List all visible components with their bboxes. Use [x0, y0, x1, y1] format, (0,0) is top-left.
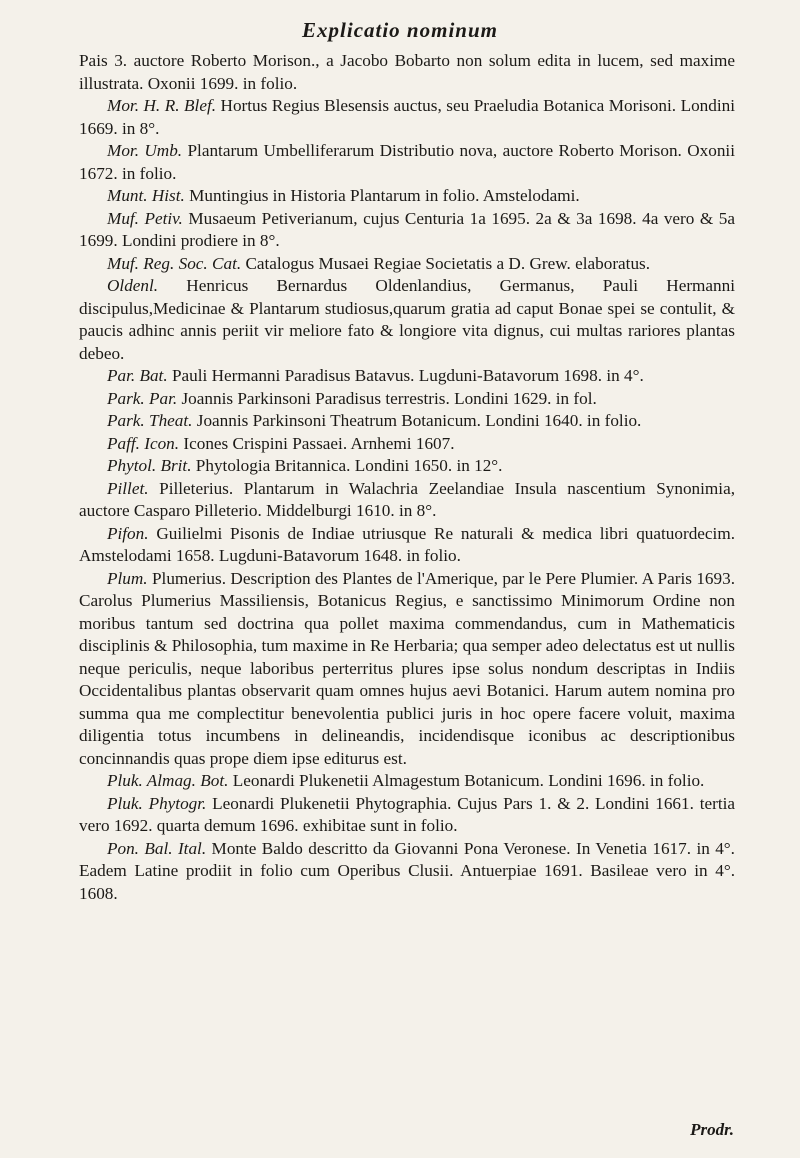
entry-abbr: Pillet.: [107, 478, 149, 498]
entry-abbr: Mor. Umb.: [107, 141, 183, 160]
entry-abbr: Muf. Petiv.: [107, 208, 183, 228]
entry-text: Leonardi Plukenetii Phytographia. Cujus Pars 1. & 2. Londini 1661. tertia vero 1692. quarta demum 1696. exhibitae sunt in folio.: [79, 793, 736, 835]
glossary-body: [79, 50, 735, 905]
entry-text: Icones Crispini Passaei. Arnhemi 1607.: [183, 433, 455, 453]
entry-abbr: Muf. Reg. Soc. Cat.: [107, 253, 242, 273]
entry-mor-blef: [79, 95, 735, 140]
entry-text: Leonardi Plukenetii Almagestum Botanicum. Londini 1696. in folio.: [232, 771, 705, 790]
entry-plum: [79, 568, 735, 771]
entry-abbr: Oldenl.: [107, 276, 159, 295]
entry-text: Henricus Bernardus Oldenlandius, Germanus, Pauli Hermanni discipulus,Medicinae & Plantarum studiosus,quarum gratia ad caput Bonae spei se contulit, & paucis adhinc annis periit vir meliore fato & longiore vita dignus, cui multas rariores plantas debeo.: [79, 276, 736, 363]
entry-text: Muntingius in Historia Plantarum in folio. Amstelodami.: [189, 186, 580, 205]
entry-text: Musaeum Petiverianum, cujus Centuria 1a 1695. 2a & 3a 1698. 4a vero & 5a 1699. Londini prodiere in 8°.: [79, 208, 735, 250]
entry-muf-reg: [79, 253, 735, 276]
entry-pluk-almag: [79, 770, 735, 793]
entry-abbr: Pifon.: [107, 523, 149, 543]
entry-abbr: Paff. Icon.: [107, 433, 180, 453]
intro-paragraph: Pais 3. auctore Roberto Morison., a Jacobo Bobarto non solum edita in lucem, sed maxime illustrata. Oxonii 1699. in folio.: [79, 51, 735, 93]
entry-pluk-phytogr: [79, 793, 735, 838]
entry-paff-icon: [79, 433, 735, 456]
entry-text: Pauli Hermanni Paradisus Batavus. Lugduni-Batavorum 1698. in 4°.: [171, 366, 644, 385]
entry-abbr: Pon. Bal. Ital.: [107, 838, 207, 858]
entry-par-bat: [79, 365, 735, 388]
entry-abbr: Par. Bat.: [107, 366, 168, 385]
entry-park-theat: [79, 410, 735, 433]
catchword: Prodr.: [690, 1120, 734, 1139]
entry-abbr: Pluk. Almag. Bot.: [107, 771, 229, 790]
entry-pifon: [79, 523, 735, 568]
entry-phytol-brit: [79, 455, 735, 478]
entry-text: Joannis Parkinsoni Paradisus terrestris. Londini 1629. in fol.: [181, 388, 597, 408]
entry-muf-petiv: [79, 208, 735, 253]
entry-mor-umb: [79, 140, 735, 185]
entry-pillet: [79, 478, 735, 523]
entry-oldenl: [79, 275, 735, 365]
entry-text: Plumerius. Description des Plantes de l'Amerique, par le Pere Plumier. A Paris 1693. Carolus Plumerius Massiliensis, Botanicus Regius, e sanctissimo Minimorum Ordine non moribus tantum sed doctrina qua pollet maxima commendandus, cum in Mathematicis disciplinis & Philosophia, tum maxime in Re Herbaria; qua semper adeo delectatus est ut nullis neque periculis, neque laboribus perterritus plures ipse solus nondum descriptas in Indiis Occidentalibus plantas observarit quam omnes hujus aevi Botanici. Harum autem nomina pro summa qua me complectitur benevolentia publici juris in hoc opere facere voluit, maxima diligentia totus incumbens in delineandis, incidendisque iconibus ac descriptionibus concinnandis quas prope diem ipse editurus est.: [79, 568, 736, 768]
entry-text: Catalogus Musaei Regiae Societatis a D. Grew. elaboratus.: [245, 253, 651, 273]
entry-text: Hortus Regius Blesensis auctus, seu Praeludia Botanica Morisoni. Londini 1669. in 8°.: [79, 96, 735, 138]
entry-abbr: Phytol. Brit.: [107, 456, 192, 475]
entry-abbr: Plum.: [107, 568, 148, 588]
entry-text: Pilleterius. Plantarum in Walachria Zeelandiae Insula nascentium Synonimia, auctore Casparo Pilleterio. Middelburgi 1610. in 8°.: [79, 478, 735, 520]
entry-text: Plantarum Umbelliferarum Distributio nova, auctore Roberto Morison. Oxonii 1672. in folio.: [79, 141, 735, 183]
running-header: Explicatio nominum: [302, 18, 498, 42]
entry-text: Guilielmi Pisonis de Indiae utriusque Re naturali & medica libri quatuordecim. Amstelodami 1658. Lugduni-Batavorum 1648. in folio.: [79, 523, 735, 565]
entry-abbr: Park. Theat.: [107, 411, 193, 430]
entry-abbr: Mor. H. R. Blef.: [107, 96, 217, 115]
entry-abbr: Park. Par.: [107, 388, 178, 408]
entry-pon-bal: [79, 838, 735, 906]
entry-munt-hist: [79, 185, 735, 208]
entry-abbr: Pluk. Phytogr.: [107, 793, 207, 813]
entry-text: Monte Baldo descritto da Giovanni Pona Veronese. In Venetia 1617. in 4°. Eadem Latine prodiit in folio cum Operibus Clusii. Antuerpiae 1691. Basileae vero in 4°. 1608.: [79, 838, 735, 903]
entry-abbr: Munt. Hist.: [107, 186, 185, 205]
entry-park-par: [79, 388, 735, 411]
entry-text: Joannis Parkinsoni Theatrum Botanicum. Londini 1640. in folio.: [196, 411, 642, 430]
entry-text: Phytologia Britannica. Londini 1650. in 12°.: [195, 456, 503, 475]
